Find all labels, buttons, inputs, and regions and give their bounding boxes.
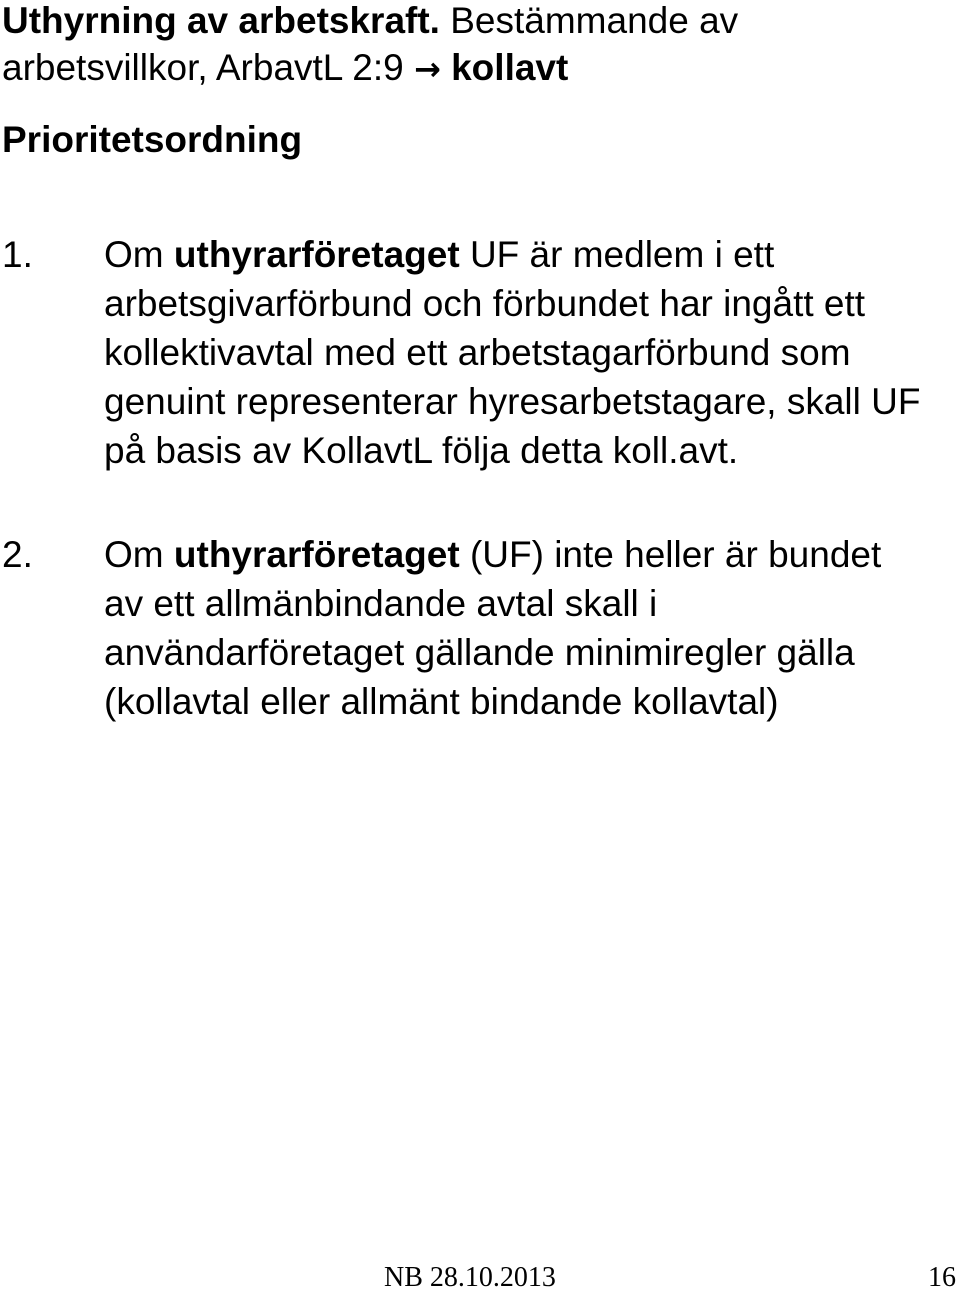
list-item-text: [104, 530, 954, 726]
text-line: på basis av KollavtL följa detta koll.avt.: [104, 430, 739, 471]
text-line: användarföretaget gällande minimiregler gälla: [104, 632, 855, 673]
text-line: arbetsgivarförbund och förbundet har ingått ett: [104, 283, 866, 324]
slide-title-line-2: [2, 44, 568, 93]
list-item-number: 1.: [2, 234, 33, 275]
text-fragment: UF är medlem i ett: [459, 234, 775, 275]
list-item-number: 2.: [2, 534, 33, 575]
text-fragment: (UF) inte heller är bundet: [459, 534, 882, 575]
bold-term: uthyrarföretaget: [173, 234, 460, 275]
text-line: (kollavtal eller allmänt bindande kollavtal): [104, 681, 779, 722]
title-law-reference: arbetsvillkor, ArbavtL 2:9: [2, 47, 415, 88]
title-rest: Bestämmande av: [439, 0, 739, 41]
title-kollavt: kollavt: [440, 47, 569, 88]
list-item-text: [104, 230, 954, 475]
slide-title-line-1: [2, 0, 738, 45]
bold-term: uthyrarföretaget: [173, 534, 460, 575]
text-line: kollektivavtal med ett arbetstagarförbund som: [104, 332, 851, 373]
text-fragment: Om: [104, 534, 174, 575]
text-line: av ett allmänbindande avtal skall i: [104, 583, 658, 624]
right-arrow-icon: →: [414, 50, 441, 88]
text-line: [104, 230, 954, 279]
title-bold-part: Uthyrning av arbetskraft.: [2, 0, 440, 41]
text-line: [104, 530, 954, 579]
page-number: 16: [928, 1262, 956, 1293]
section-subtitle: Prioritetsordning: [2, 119, 303, 160]
footer-date: NB 28.10.2013: [384, 1262, 556, 1293]
text-line: genuint representerar hyresarbetstagare, skall UF: [104, 381, 921, 422]
text-fragment: Om: [104, 234, 174, 275]
